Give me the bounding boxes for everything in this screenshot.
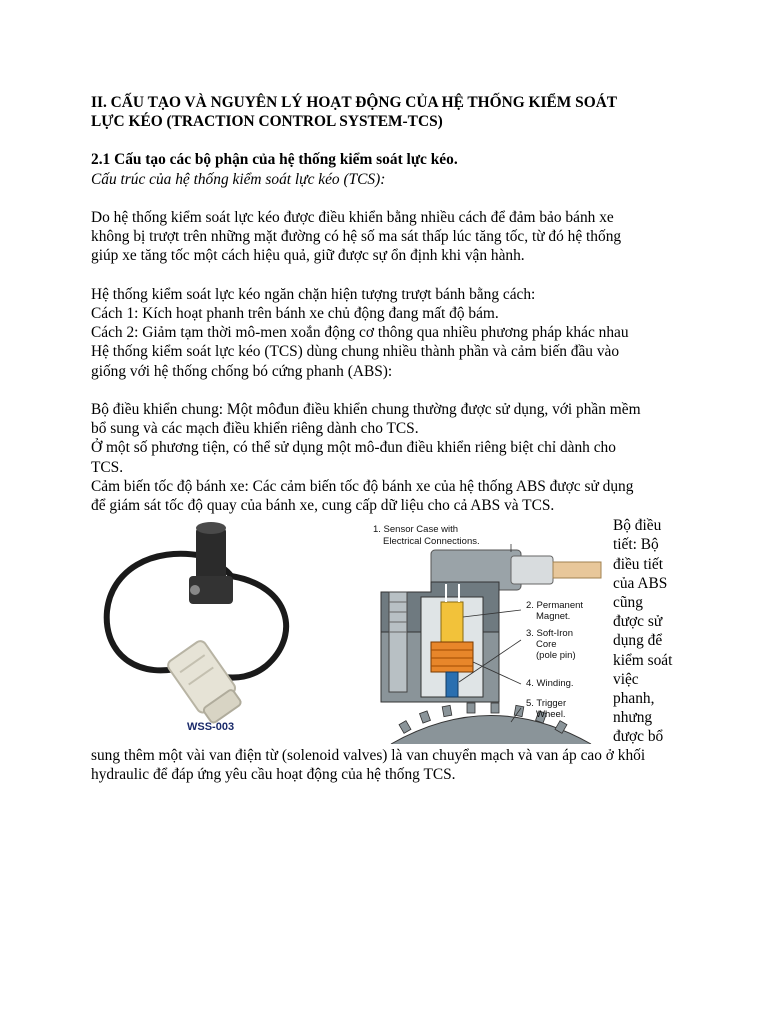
- label-trigger-wheel-line-2: Wheel.: [536, 709, 566, 721]
- side-line: kiểm soát: [613, 651, 673, 669]
- title-line-1: II. CẤU TẠO VÀ NGUYÊN LÝ HOẠT ĐỘNG CỦA HỆ THỐNG KIỂM SOÁT: [91, 94, 618, 111]
- paragraph-2-line-3: Cách 2: Giảm tạm thời mô-men xoắn động cơ thông qua nhiều phương pháp khác nhau: [91, 324, 629, 342]
- section-heading: 2.1 Cấu tạo các bộ phận của hệ thống kiểm soát lực kéo.: [91, 151, 458, 169]
- side-line: việc: [613, 670, 639, 688]
- label-sensor-case: 1. Sensor Case with: [373, 524, 459, 536]
- side-text-column: [613, 516, 693, 746]
- label-permanent-magnet: 2. Permanent: [526, 600, 584, 612]
- paragraph-2: [91, 285, 691, 381]
- label-permanent-magnet-line-2: Magnet.: [536, 611, 571, 623]
- label-winding: 4. Winding.: [526, 678, 574, 690]
- label-soft-iron-core-line-2: Core: [536, 639, 557, 651]
- side-line: của ABS: [613, 574, 668, 592]
- paragraph-2-line-5: giống với hệ thống chống bó cứng phanh (ABS):: [91, 362, 393, 380]
- paragraph-3-line-2: bổ sung và các mạch điều khiển riêng dành cho TCS.: [91, 420, 419, 438]
- document-page: [91, 93, 691, 785]
- side-line: Bộ điều: [613, 517, 662, 535]
- paragraph-3-line-3: Ở một số phương tiện, có thể sử dụng một mô-đun điều khiển riêng biệt chỉ dành cho: [91, 439, 616, 457]
- sensor-cutaway-diagram: [371, 522, 611, 744]
- label-soft-iron-core: 3. Soft-Iron: [526, 628, 573, 640]
- paragraph-4-line-1: sung thêm một vài van điện từ (solenoid valves) là van chuyển mạch và van áp cao ở khối: [91, 747, 646, 765]
- title-line-2: LỰC KÉO (TRACTION CONTROL SYSTEM-TCS): [91, 113, 443, 131]
- paragraph-2-line-2: Cách 1: Kích hoạt phanh trên bánh xe chủ động đang mất độ bám.: [91, 305, 499, 322]
- side-line: được bổ: [613, 728, 664, 746]
- side-line: phanh,: [613, 690, 655, 708]
- paragraph-3-line-1: Bộ điều khiển chung: Một môđun điều khiển chung thường được sử dụng, với phần mềm: [91, 401, 641, 418]
- paragraph-4: [91, 746, 691, 784]
- paragraph-1-line-1: Do hệ thống kiểm soát lực kéo được điều khiển bằng nhiều cách để đảm bảo bánh xe: [91, 209, 614, 226]
- label-soft-iron-core-line-3: (pole pin): [536, 650, 576, 662]
- side-line: tiết: Bộ: [613, 536, 659, 554]
- side-line: điều tiết: [613, 555, 664, 573]
- paragraph-4-line-2: hydraulic để đáp ứng yêu cầu hoạt động của hệ thống TCS.: [91, 766, 456, 784]
- label-trigger-wheel: 5. Trigger: [526, 698, 567, 710]
- figure-row: [91, 516, 691, 746]
- paragraph-3-line-4: TCS.: [91, 458, 124, 476]
- section-subheading: Cấu trúc của hệ thống kiểm soát lực kéo (TCS):: [91, 170, 386, 188]
- paragraph-1-line-2: không bị trượt trên những mặt đường có hệ số ma sát thấp lúc tăng tốc, từ đó hệ thống: [91, 228, 622, 246]
- paragraph-2-line-1: Hệ thống kiểm soát lực kéo ngăn chặn hiện tượng trượt bánh bằng cách:: [91, 285, 536, 303]
- side-line: cũng: [613, 594, 643, 612]
- paragraph-2-line-4: Hệ thống kiểm soát lực kéo (TCS) dùng chung nhiều thành phần và cảm biến đầu vào: [91, 343, 620, 361]
- wheel-speed-sensor-photo: [91, 516, 309, 736]
- paragraph-3-line-5: Cảm biến tốc độ bánh xe: Các cảm biến tốc độ bánh xe của hệ thống ABS được sử dụng: [91, 477, 634, 495]
- paragraph-3: [91, 400, 691, 515]
- part-number-label: WSS-003: [187, 721, 235, 734]
- side-line: dụng để: [613, 632, 663, 650]
- paragraph-1-line-3: giúp xe tăng tốc một cách hiệu quả, giữ được sự ổn định khi vận hành.: [91, 247, 525, 265]
- paragraph-1: [91, 208, 691, 266]
- side-line: được sử: [613, 613, 663, 631]
- document-title: [91, 93, 691, 131]
- paragraph-3-line-6: để giám sát tốc độ quay của bánh xe, cung cấp dữ liệu cho cả ABS và TCS.: [91, 497, 555, 515]
- label-sensor-case-line-2: Electrical Connections.: [383, 536, 480, 548]
- side-line: nhưng: [613, 709, 653, 727]
